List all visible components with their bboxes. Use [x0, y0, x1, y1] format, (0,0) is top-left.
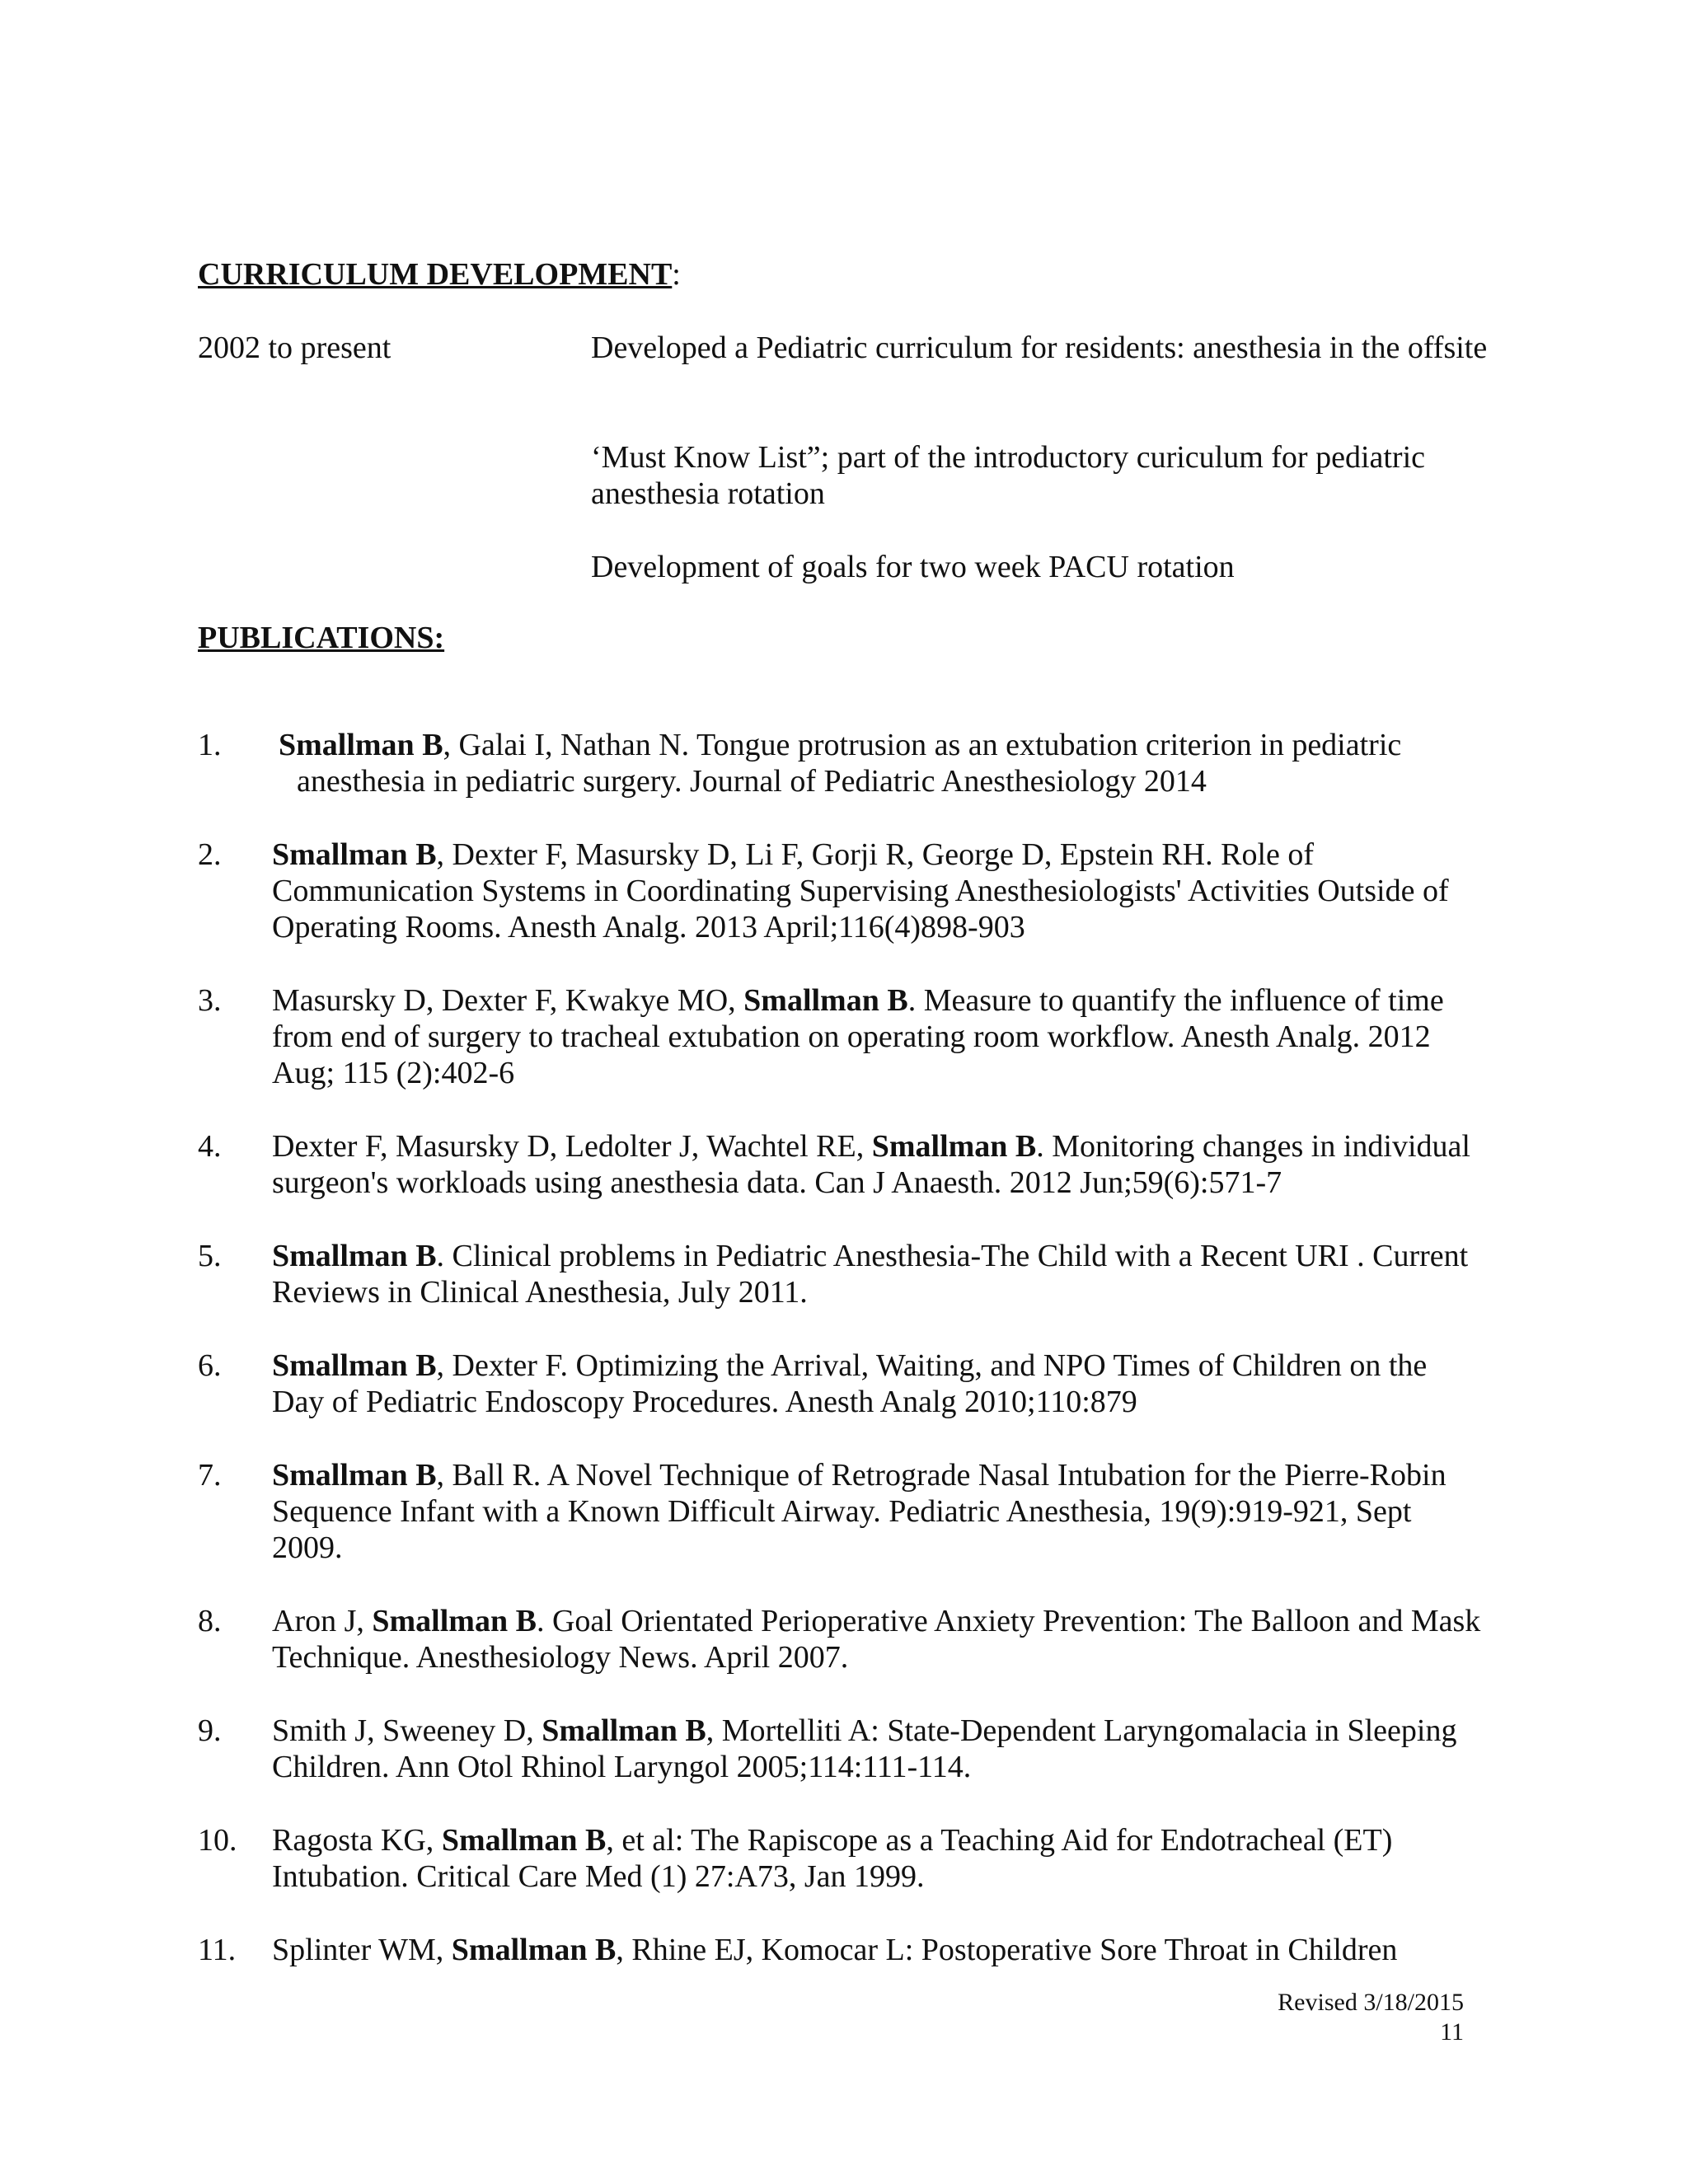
publication-author-highlight: Smallman B	[441, 1823, 607, 1858]
publication-authors: Dexter F, Masursky D, Ledolter J, Wachtel RE,	[272, 1129, 872, 1164]
publication-text: , Ball R. A Novel Technique of Retrograde Nasal Intubation for the Pierre-Robin Sequence Infant with a Known Difficult Airway. Pediatric Anesthesia, 19(9):919-921, Sept 2009.	[272, 1458, 1447, 1565]
publication-author-highlight: Smallman B	[743, 983, 908, 1018]
publication-author-highlight: Smallman B	[451, 1933, 617, 1967]
publication-text: , Mortelliti A: State-Dependent Laryngomalacia in Sleeping Children. Ann Otol Rhinol Laryngol 2005;114:111-114.	[272, 1713, 1457, 1784]
publication-number: 10.	[198, 1823, 237, 1858]
curriculum-entry: Developed a Pediatric curriculum for residents: anesthesia in the offsite	[591, 330, 1488, 365]
publication-item	[198, 837, 1484, 945]
publication-text: , Galai I, Nathan N. Tongue protrusion as an extubation criterion in pediatric	[443, 728, 1402, 762]
curriculum-heading-colon: :	[672, 257, 681, 292]
publication-item	[198, 1822, 1484, 1895]
curriculum-heading	[198, 256, 681, 293]
publication-number: 6.	[198, 1348, 222, 1383]
publication-text: , et al: The Rapiscope as a Teaching Aid for Endotracheal (ET) Intubation. Critical Care Med (1) 27:A73, Jan 1999.	[272, 1823, 1393, 1894]
publication-number: 9.	[198, 1713, 222, 1748]
publication-number: 11.	[198, 1933, 237, 1967]
publication-item	[198, 1603, 1484, 1675]
curriculum-entry: Development of goals for two week PACU rotation	[591, 550, 1235, 584]
publications-heading	[198, 620, 444, 656]
publication-item	[198, 1932, 1484, 1968]
publication-list	[198, 727, 1484, 2005]
publication-number: 2.	[198, 837, 222, 872]
publication-item	[198, 1457, 1484, 1566]
publication-text: . Monitoring changes in individual surgeon's workloads using anesthesia data. Can J Anaesth. 2012 Jun;59(6):571-7	[272, 1129, 1470, 1200]
publications-heading-text: PUBLICATIONS:	[198, 621, 445, 655]
publication-item	[198, 1128, 1484, 1201]
publication-authors: Aron J,	[272, 1604, 373, 1638]
curriculum-date: 2002 to present	[198, 330, 392, 365]
publication-item	[198, 1347, 1484, 1420]
publication-number: 5.	[198, 1239, 222, 1273]
publication-author-highlight: Smallman B	[871, 1129, 1037, 1164]
publication-author-highlight: Smallman B	[272, 1348, 437, 1383]
publication-author-highlight: Smallman B	[272, 837, 437, 872]
publication-number: 3.	[198, 983, 222, 1018]
publication-author-highlight: Smallman B	[279, 728, 443, 762]
revised-date: Revised 3/18/2015	[1278, 1989, 1464, 2016]
publication-text: . Measure to quantify the influence of time from end of surgery to tracheal extubation on operating room workflow. Anesth Analg. 2012 Aug; 115 (2):402-6	[272, 983, 1444, 1090]
publication-item	[198, 1713, 1484, 1785]
publication-item	[198, 1238, 1484, 1310]
publication-text-continued: anesthesia in pediatric surgery. Journal of Pediatric Anesthesiology 2014	[297, 764, 1207, 799]
publication-authors: Ragosta KG,	[272, 1823, 442, 1858]
publication-authors: Masursky D, Dexter F, Kwakye MO,	[272, 983, 744, 1018]
publication-text: . Clinical problems in Pediatric Anesthesia-The Child with a Recent URI . Current Reviews in Clinical Anesthesia, July 2011.	[272, 1239, 1469, 1310]
publication-item	[198, 727, 1484, 799]
publication-number: 4.	[198, 1129, 222, 1164]
publication-number: 1.	[198, 728, 222, 762]
publication-number: 8.	[198, 1604, 222, 1638]
publication-text: , Dexter F. Optimizing the Arrival, Waiting, and NPO Times of Children on the Day of Pediatric Endoscopy Procedures. Anesth Analg 2010;110:879	[272, 1348, 1428, 1419]
publication-author-highlight: Smallman B	[272, 1458, 437, 1493]
page-number: 11	[1440, 2018, 1464, 2046]
curriculum-entry: ‘Must Know List”; part of the introductory curiculum for pediatric anesthesia rotation	[591, 440, 1426, 511]
publication-author-highlight: Smallman B	[272, 1239, 437, 1273]
publication-text: . Goal Orientated Perioperative Anxiety Prevention: The Balloon and Mask Technique. Anesthesiology News. April 2007.	[272, 1604, 1481, 1675]
publication-number: 7.	[198, 1458, 222, 1493]
publication-text: , Rhine EJ, Komocar L: Postoperative Sore Throat in Children	[616, 1933, 1398, 1967]
publication-authors: Smith J, Sweeney D,	[272, 1713, 542, 1748]
publication-item	[198, 982, 1484, 1091]
publication-author-highlight: Smallman B	[542, 1713, 706, 1748]
publication-author-highlight: Smallman B	[372, 1604, 537, 1638]
publication-authors: Splinter WM,	[272, 1933, 452, 1967]
publication-text: , Dexter F, Masursky D, Li F, Gorji R, George D, Epstein RH. Role of Communication Systems in Coordinating Supervising Anesthesiologists' Activities Outside of Operating Rooms. Anesth Analg. 2013 April;116(4)898-903	[272, 837, 1449, 944]
curriculum-heading-text: CURRICULUM DEVELOPMENT	[198, 257, 673, 292]
